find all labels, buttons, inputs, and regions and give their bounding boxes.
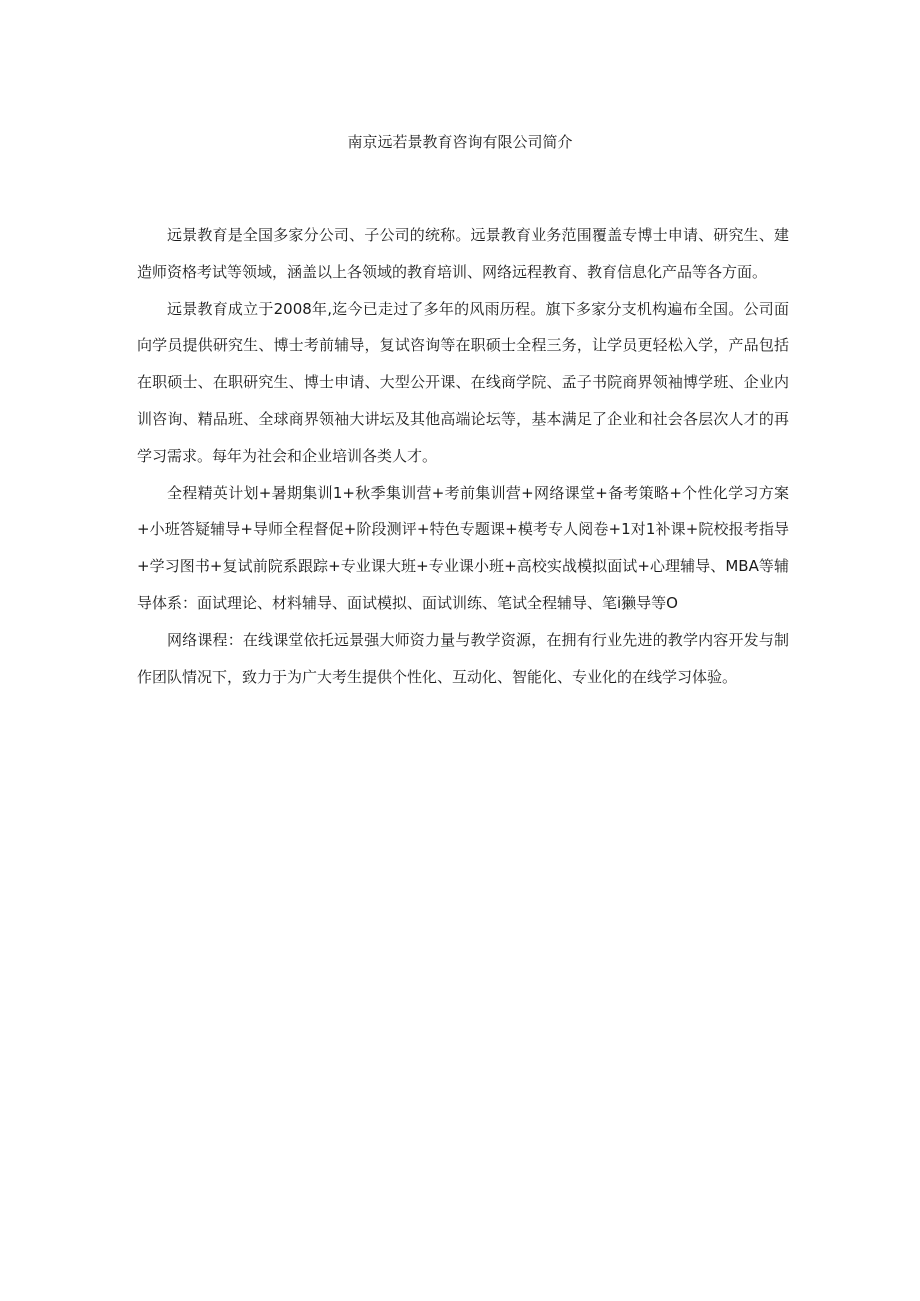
document-title: 南京远若景教育咨询有限公司简介	[347, 133, 573, 151]
paragraph-overview: 远景教育是全国多家分公司、子公司的统称。远景教育业务范围覆盖专博士申请、研究生、建造师资格考试等领域，涵盖以上各领域的教育培训、网络远程教育、教育信息化产品等各方面。	[137, 226, 789, 281]
paragraph-programs: 全程精英计划+暑期集训1+秋季集训营+考前集训营+网络课堂+备考策略+个性化学习方案+小班答疑辅导+导师全程督促+阶段测评+特色专题课+模考专人阅卷+1对1补课+院校报考指导+学习图书+复试前院系跟踪+专业课大班+专业课小班+高校实战模拟面试+心理辅导、MBA等辅导体系：面试理论、材料辅导、面试模拟、面试训练、笔试全程辅导、笔i獭导等O	[137, 483, 789, 612]
paragraph-online-courses: 网络课程：在线课堂依托远景强大师资力量与教学资源，在拥有行业先进的教学内容开发与制作团队情况下，致力于为广大考生提供个性化、互动化、智能化、专业化的在线学习体验。	[137, 630, 789, 686]
paragraph-history: 远景教育成立于2008年,迄今已走过了多年的风雨历程。旗下多家分支机构遍布全国。公司面向学员提供研究生、博士考前辅导，复试咨询等在职硕士全程三务，让学员更轻松入学，产品包括在职硕士、在职研究生、博士申请、大型公开课、在线商学院、孟子书院商界领袖博学班、企业内训咨询、精品班、全球商界领袖大讲坛及其他高端论坛等，基本满足了企业和社会各层次人才的再学习需求。每年为社会和企业培训各类人才。	[137, 299, 789, 465]
document-body	[137, 217, 789, 695]
